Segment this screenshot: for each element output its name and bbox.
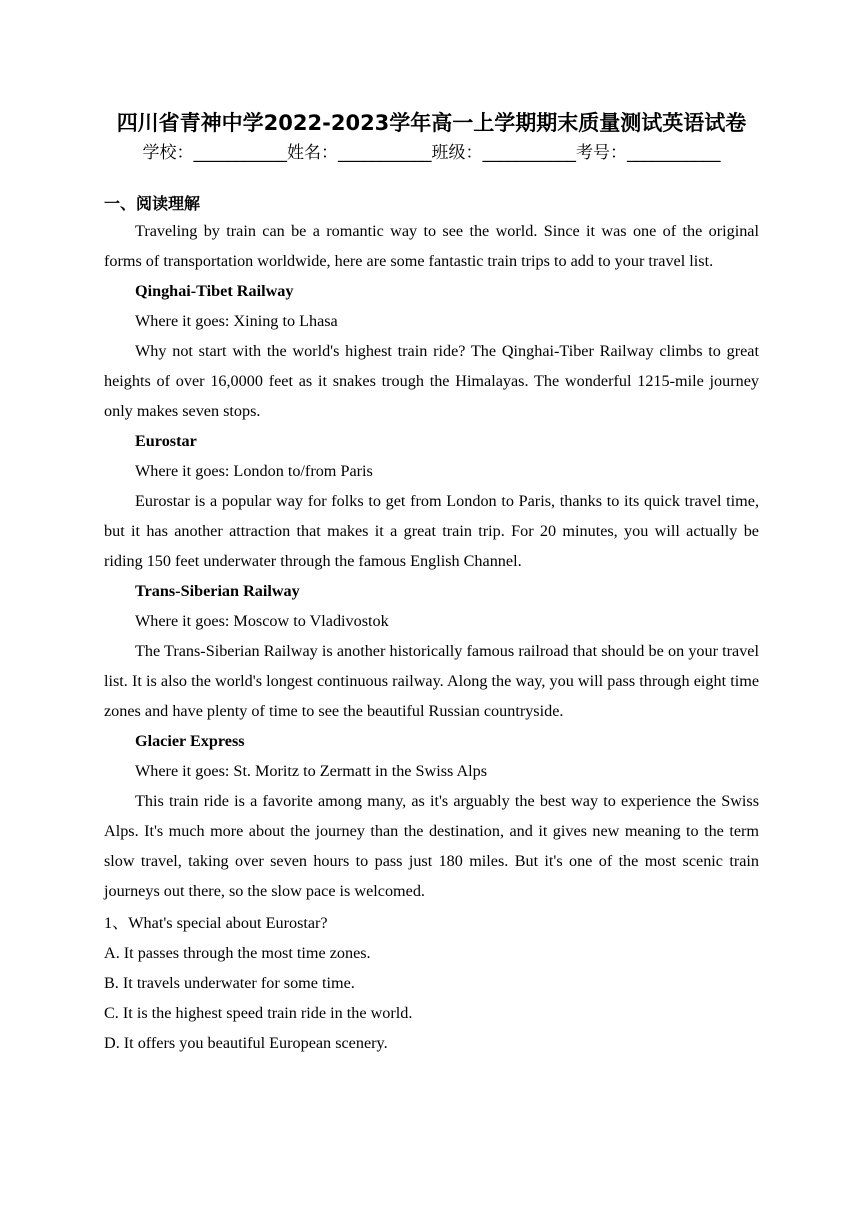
- option-d: D. It offers you beautiful European scenery.: [104, 1034, 388, 1052]
- trip-route: Where it goes: London to/from Paris: [135, 462, 373, 480]
- trip-name: Glacier Express: [135, 732, 245, 750]
- option-a: A. It passes through the most time zones.: [104, 944, 371, 962]
- option-c: C. It is the highest speed train ride in the world.: [104, 1004, 413, 1022]
- reading-passage: [104, 216, 759, 906]
- exam-title: 四川省青神中学2022-2023学年高一上学期期末质量测试英语试卷: [116, 111, 747, 135]
- trip-name: Qinghai-Tibet Railway: [135, 282, 294, 300]
- trip-description: This train ride is a favorite among many, as it's arguably the best way to experience the Swiss Alps. It's much more about the journey than the destination, and it gives new meaning to the term slow travel, taking over seven hours to pass just 180 miles. But it's one of the most scenic train journeys out there, so the slow pace is welcomed.: [104, 792, 759, 900]
- question-stem: 1、What's special about Eurostar?: [104, 914, 328, 932]
- trip-name: Trans-Siberian Railway: [135, 582, 300, 600]
- passage-intro: Traveling by train can be a romantic way to see the world. Since it was one of the original forms of transportation worldwide, here are some fantastic train trips to add to your travel list.: [104, 222, 759, 270]
- trip-route: Where it goes: Moscow to Vladivostok: [135, 612, 389, 630]
- trip-name: Eurostar: [135, 432, 197, 450]
- trip-route: Where it goes: St. Moritz to Zermatt in the Swiss Alps: [135, 762, 488, 780]
- question-block: [104, 908, 759, 1058]
- trip-description: Eurostar is a popular way for folks to get from London to Paris, thanks to its quick travel time, but it has another attraction that makes it a great train trip. For 20 minutes, you will actually be riding 150 feet underwater through the famous English Channel.: [104, 492, 759, 570]
- student-info-fields: 学校：___________姓名：___________班级：___________考号：___________: [142, 143, 721, 163]
- trip-route: Where it goes: Xining to Lhasa: [135, 312, 338, 330]
- section-heading: 一、阅读理解: [104, 194, 201, 213]
- option-b: B. It travels underwater for some time.: [104, 974, 355, 992]
- trip-description: The Trans-Siberian Railway is another historically famous railroad that should be on your travel list. It is also the world's longest continuous railway. Along the way, you will pass through eight time zones and have plenty of time to see the beautiful Russian countryside.: [104, 642, 759, 720]
- trip-description: Why not start with the world's highest train ride? The Qinghai-Tiber Railway climbs to great heights of over 16,0000 feet as it snakes trough the Himalayas. The wonderful 1215-mile journey only makes seven stops.: [104, 342, 759, 420]
- exam-page: [104, 108, 759, 1058]
- student-info-line: [104, 138, 759, 168]
